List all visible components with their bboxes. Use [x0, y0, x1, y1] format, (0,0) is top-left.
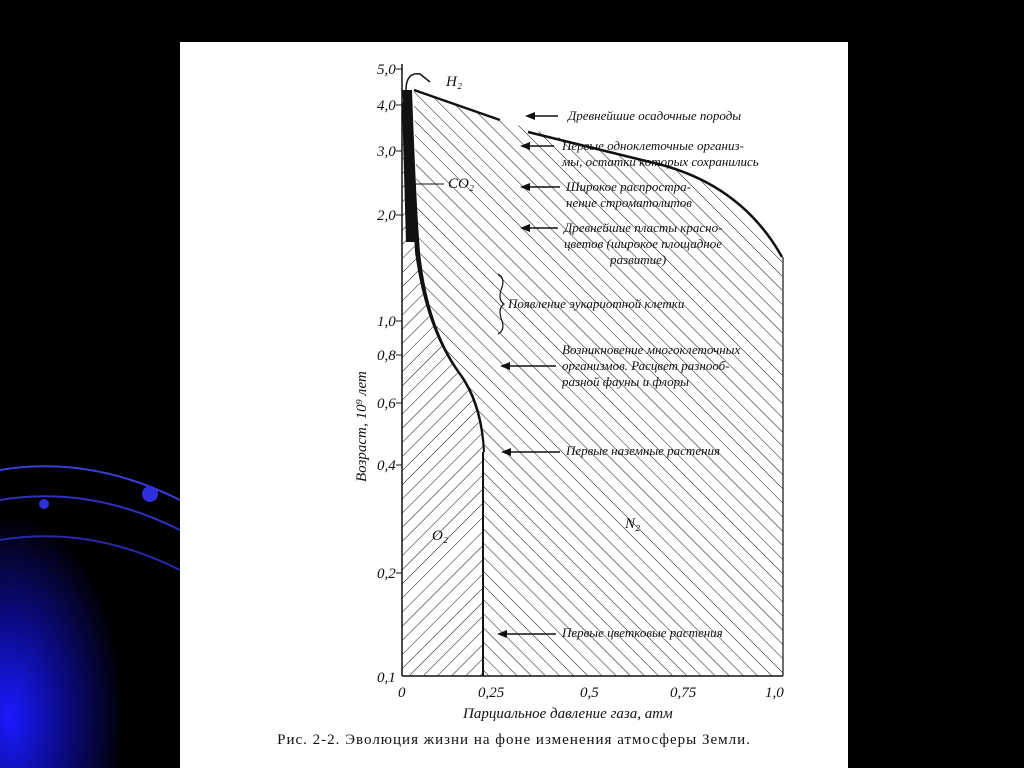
x-tick-label: 0 [398, 685, 406, 701]
n2-label: N₂ [625, 516, 641, 532]
h2-label: H₂ [446, 74, 463, 90]
x-axis-title: Парциальное давление газа, атм [463, 706, 673, 722]
x-tick-label: 1,0 [765, 685, 784, 701]
annotation-text-3: Древнейшие пласты красно-цветов (широкое площадное развитие) [564, 220, 723, 267]
annotation-arrow-0 [525, 112, 558, 120]
annotation-text-6: Первые наземные растения [566, 443, 721, 458]
decor-dot [142, 486, 158, 502]
annotation-text-0: Древнейшие осадочные породы [568, 108, 742, 123]
annotation-text-4: Появление эукариотной клетки [508, 296, 685, 311]
x-tick-label: 0,25 [478, 685, 505, 701]
y-tick-label: 0,6 [377, 396, 396, 412]
annotation-text-1: Первые одноклеточные организ-мы, остатки которых сохранились [562, 138, 759, 169]
y-tick-label: 3,0 [377, 144, 396, 160]
figure-caption: Рис. 2-2. Эволюция жизни на фоне изменения атмосферы Земли. [277, 732, 751, 748]
o2-label: O₂ [432, 528, 449, 544]
x-ticks [398, 685, 784, 701]
figure-card [180, 42, 848, 768]
annotation-text-2: Широкое распростра-нение строматолитов [566, 179, 692, 210]
decor-dot [39, 499, 49, 509]
annotation-text-7: Первые цветковые растения [562, 625, 723, 640]
y-tick-label: 1,0 [377, 314, 396, 330]
y-tick-label: 4,0 [377, 98, 396, 114]
y-tick-label: 0,2 [377, 566, 396, 582]
y-tick-label: 5,0 [377, 62, 396, 78]
y-tick-label: 0,1 [377, 670, 396, 686]
y-tick-label: 0,4 [377, 458, 396, 474]
atmosphere-evolution-diagram [180, 42, 848, 768]
x-tick-label: 0,5 [580, 685, 599, 701]
y-tick-label: 0,8 [377, 348, 396, 364]
annotation-text-5: Возникновение многоклеточных организмов. Расцвет разнооб-разной фауны и флоры [562, 342, 741, 389]
co2-label: CO₂ [448, 176, 475, 192]
y-ticks [376, 62, 402, 686]
y-axis-title: Возраст, 10⁹ лет [354, 371, 370, 482]
h2-bubble [406, 74, 430, 90]
x-tick-label: 0,75 [670, 685, 697, 701]
y-tick-label: 2,0 [377, 208, 396, 224]
